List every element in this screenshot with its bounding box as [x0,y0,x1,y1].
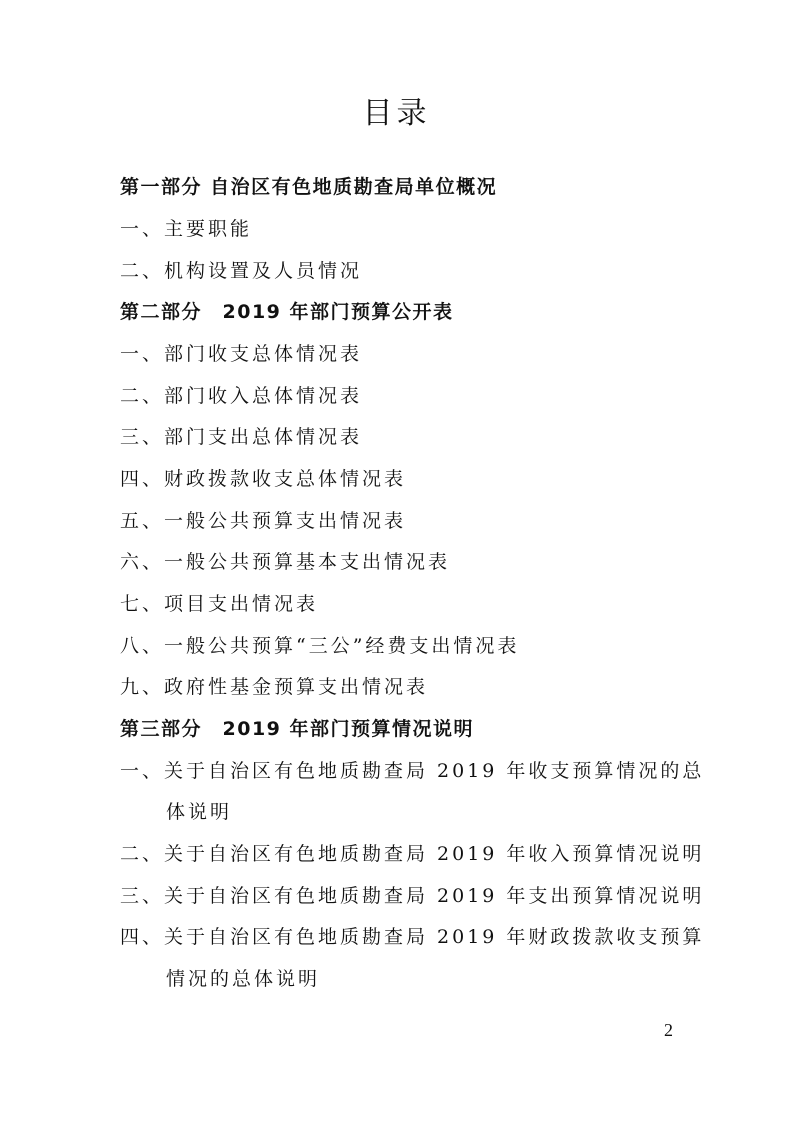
toc-item[interactable]: 四、关于自治区有色地质勘查局 2019 年财政拨款收支预算 [120,926,705,948]
toc-item-continuation[interactable]: 情况的总体说明 [166,968,321,990]
toc-item[interactable]: 一、关于自治区有色地质勘查局 2019 年收支预算情况的总 [120,760,705,782]
toc-item[interactable]: 九、政府性基金预算支出情况表 [120,676,429,698]
toc-item[interactable]: 三、关于自治区有色地质勘查局 2019 年支出预算情况说明 [120,885,705,907]
toc-item[interactable]: 一、部门收支总体情况表 [120,343,363,365]
toc-item[interactable]: 八、一般公共预算“三公”经费支出情况表 [120,635,520,657]
page-number: 2 [664,1020,673,1040]
toc-item-continuation[interactable]: 体说明 [166,801,233,823]
toc-item[interactable]: 五、一般公共预算支出情况表 [120,510,407,532]
part2-heading[interactable]: 第二部分 2019 年部门预算公开表 [120,301,454,323]
toc-item[interactable]: 二、机构设置及人员情况 [120,260,363,282]
page-title: 目录 [362,96,431,131]
toc-item[interactable]: 三、部门支出总体情况表 [120,426,363,448]
toc-item[interactable]: 四、财政拨款收支总体情况表 [120,468,407,490]
toc-item[interactable]: 二、关于自治区有色地质勘查局 2019 年收入预算情况说明 [120,843,705,865]
part1-heading[interactable]: 第一部分 自治区有色地质勘查局单位概况 [120,176,498,198]
toc-item[interactable]: 六、一般公共预算基本支出情况表 [120,551,451,573]
toc-item[interactable]: 七、项目支出情况表 [120,593,319,615]
toc-item[interactable]: 二、部门收入总体情况表 [120,385,363,407]
part3-heading[interactable]: 第三部分 2019 年部门预算情况说明 [120,718,474,740]
toc-item[interactable]: 一、主要职能 [120,218,253,240]
